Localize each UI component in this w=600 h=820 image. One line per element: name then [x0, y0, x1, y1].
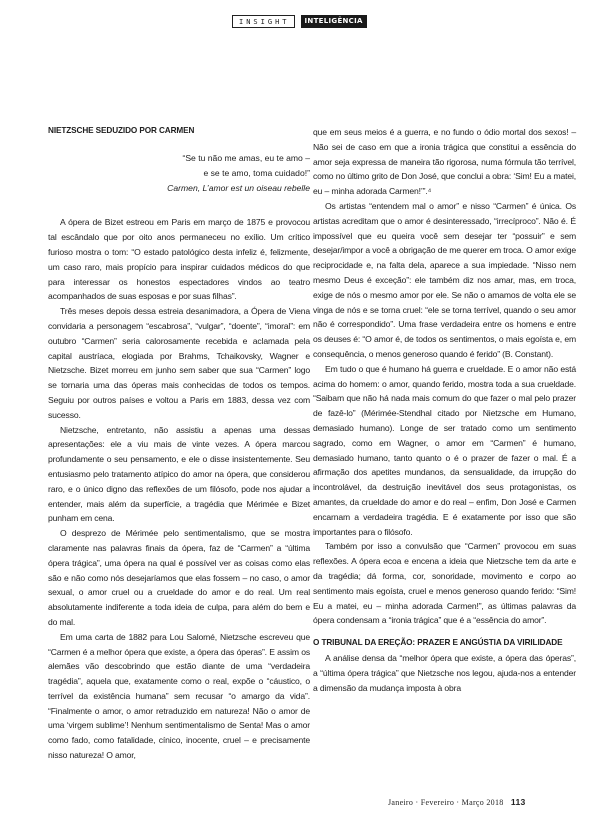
epigraph-line: e se te amo, toma cuidado!”: [203, 167, 310, 178]
inteligencia-tag: INTELIGÊNCIA: [301, 15, 367, 28]
left-column: [48, 124, 310, 763]
paragraph: A ópera de Bizet estreou em Paris em março de 1875 e provocou tal escândalo que por oito anos permaneceu no exílio. Um crítico furioso mostra o tom: “O estado patológico desta infeliz é, felizmente, um caso raro, mais propício para inspirar cuidados médicos do que para interessar os honestos espectadores vindos ao teatro acompanhados de suas esposas e por suas filhas”.: [48, 217, 310, 302]
paragraph: Nietzsche, entretanto, não assistiu a apenas uma dessas apresentações: ele a viu mais de vinte vezes. A ópera marcou profundamente o seu pensamento, e ele o disse insistentemente. Seu entusiasmo pelo tratamento atípico do amor na ópera, que considerou raro, e o único digno das reflexões de um filósofo, pode nos ajudar a entender, mais além da superfície, a tragédia que Mérimée e Bizet punham em cena.: [48, 424, 310, 524]
right-column: [313, 125, 576, 695]
paragraph: Três meses depois dessa estreia desanimadora, a Ópera de Viena convidaria a personagem “escabrosa”, “vulgar”, “doente”, “imoral”: em outubro “Carmen” seria calorosamente recebida e aclamada pela capital austríaca, elogiada por Brahms, Tchaikovsky, Wagner e Nietzsche. Bizet morreu em junho sem saber que sua “Carmen” logo se tornaria uma das óperas mais conhecidas de todos os tempos. Seguiu por outros países e voltou a Paris em 1883, dessa vez com sucesso.: [48, 306, 310, 420]
paragraph: Os artistas “entendem mal o amor” e nisso “Carmen” é única. Os artistas acreditam que o amor é desinteressado, “irrecíproco”. Não é. É impossível que eu queira você sem desejar ter “possuir” e sem desejar/impor a você a obrigação de me querer em troca. O amor exige reciprocidade e, na falta dela, aparece a sua impiedade. “Nisso nem mesmo Deus é exceção”: ele também diz nos amar, mas, em troca, exige de nós o mesmo amor por ele. Se não o amamos de volta ele se vinga de nós e se torna cruel: “ele se torna terrível, quando o seu amor não é correspondido”. Uma frase verdadeira entre os homens e entre os deuses é: “O amor é, de todos os sentimentos, o mais egoísta e, em consequência, o menos generoso quando é ferido” (B. Constant).: [313, 200, 576, 359]
paragraph: O desprezo de Mérimée pelo sentimentalismo, que se mostra claramente nas palavras finais da ópera, faz de “Carmen” a “última ópera trágica”, uma ópera na qual é possível ver as coisas como elas são e não como nós desejaríamos que elas fossem – no caso, o amor sexual, o amor cruel ou a crueldade do amor e do real. Um real absolutamente indiferente a toda ideia de culpa, para além do bem e do mal.: [48, 528, 310, 627]
paragraph: que em seus meios é a guerra, e no fundo o ódio mortal dos sexos! – Não sei de caso em que a ironia trágica que constitui a essência do amor seja expressa de maneira tão rigorosa, numa fórmula tão terrível, como no último grito de Don José, que conclui a obra: ‘Sim! Eu a matei, eu – minha adorada Carmen!’”.⁴: [313, 127, 576, 197]
section-title: NIETZSCHE SEDUZIDO POR CARMEN: [48, 126, 195, 135]
paragraph: A análise densa da “melhor ópera que existe, a ópera das óperas”, a “última ópera trágica” que Nietzsche nos legou, ajuda-nos a entender a dimensão da mudança imposta à obra: [313, 653, 576, 693]
paragraph: Em uma carta de 1882 para Lou Salomé, Nietzsche escreveu que “Carmen é a melhor ópera que existe, a ópera das óperas”. E assim os alemães vão descobrindo que estão diante de uma “verdadeira tragédia”, aquela que, exatamente como o real, expõe o “cáustico, o terrível da existência humana” sem recusar “o amargo da vida”. “Finalmente o amor, o amor retraduzido em natureza! Não o amor de uma ‘virgem sublime’! Nenhum sentimentalismo de Senta! Mas o amor como fado, como fatalidade, cínico, inocente, cruel – e precisamente nisso natureza! O amor,: [48, 631, 310, 761]
page-footer: [388, 797, 526, 807]
epigraph: [48, 151, 310, 195]
page-number: 113: [510, 797, 526, 807]
paragraph: Também por isso a convulsão que “Carmen” provocou em suas reflexões. A ópera ecoa e encena a ideia que Nietzsche tem da arte e da tragédia; dá forma, cor, sonoridade, movimento e corpo ao sentimento mais egoísta, cruel e menos generoso quando ferido: “Sim! Eu a matei, eu – minha adorada Carmen!”, as últimas palavras da ópera condensam a “ironia trágica” que é a “essência do amor”.: [313, 541, 576, 626]
issue-date: Janeiro · Fevereiro · Março 2018: [388, 798, 504, 807]
section-title: O TRIBUNAL DA EREÇÃO: PRAZER E ANGÚSTIA DA VIRILIDADE: [313, 638, 563, 648]
epigraph-line: “Se tu não me amas, eu te amo –: [182, 153, 310, 163]
epigraph-source: Carmen, L’amor est un oiseau rebelle: [167, 182, 310, 193]
paragraph: Em tudo o que é humano há guerra e crueldade. E o amor não está acima do homem: o amor, quando ferido, mostra toda a sua crueldade. “Saibam que não há nada mais comum do que fazer o mal pelo prazer de fazê-lo” (Mérimée-Stendhal citado por Nietzsche em Humano, demasiado humano). Longe de ser tratado como um sentimento sagrado, como em Wagner, o amor em “Carmen” é humano, demasiado humano, tanto quanto o é o prazer de fazer o mal. É a afirmação dos apetites mundanos, da sensualidade, da irrupção do incontrolável, da destruição inevitável dos seus protagonistas, os amantes, da crueldade do amor e do real – enfim, Don José e Carmen encarnam a verdadeira tragédia. E é exatamente por isso que são importantes para o filósofo.: [313, 363, 576, 537]
insight-tag: INSIGHT: [232, 15, 295, 28]
section-header: [232, 14, 367, 28]
